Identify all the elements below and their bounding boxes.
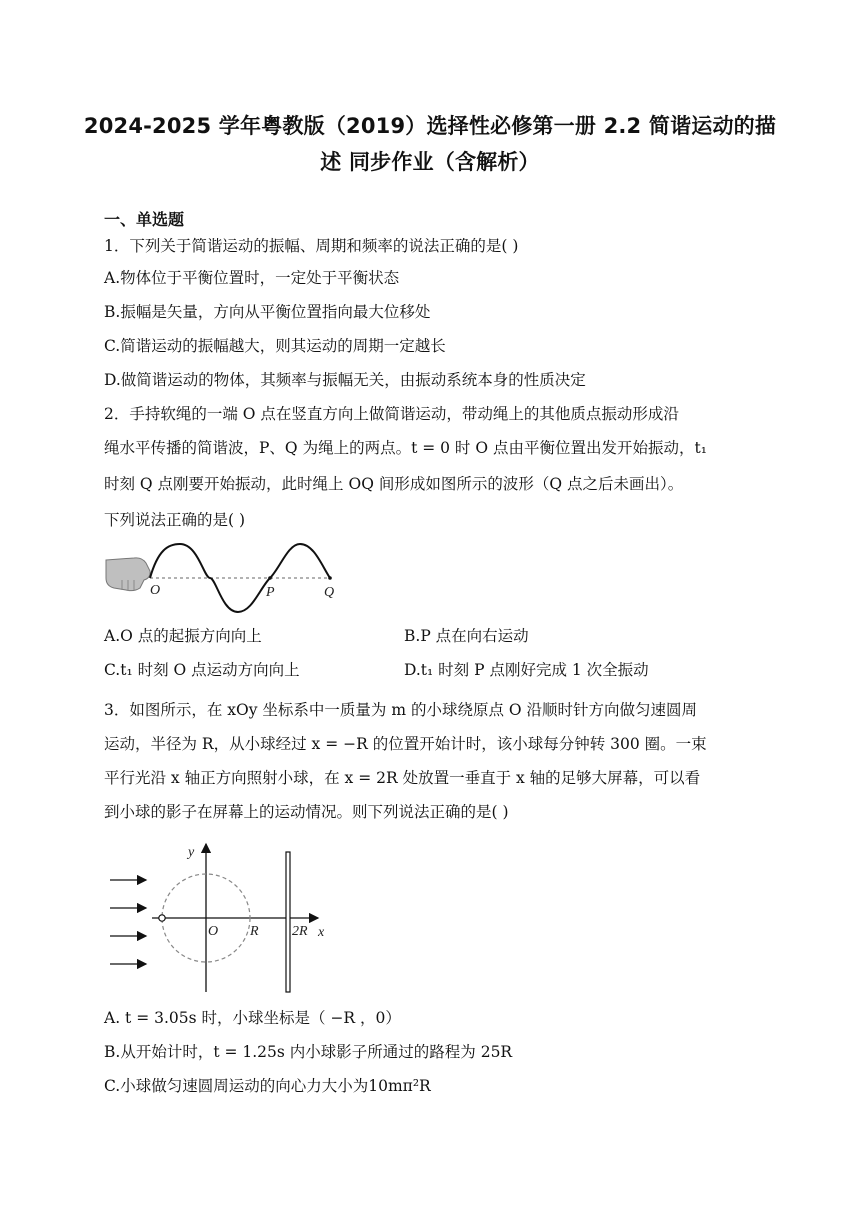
q3-option-b: B.从开始计时，t = 1.25s 内小球影子所通过的路程为 25R: [104, 1043, 513, 1061]
circle-shadow-figure: [104, 838, 344, 998]
q2-option-c: C.t₁ 时刻 O 点运动方向向上: [104, 661, 300, 679]
wave-figure: [104, 538, 344, 618]
q3-stem-line-4: 到小球的影子在屏幕上的运动情况。则下列说法正确的是( ): [104, 803, 509, 821]
q3-stem-line-3: 平行光沿 x 轴正方向照射小球，在 x = 2R 处放置一垂直于 x 轴的足够大屏幕，可以看: [104, 769, 701, 787]
q2-stem-line-2: 绳水平传播的简谐波，P、Q 为绳上的两点。t = 0 时 O 点由平衡位置出发开始振动，t₁: [104, 439, 707, 457]
label-o: O: [208, 924, 219, 939]
label-x: x: [318, 925, 325, 940]
hand-icon: [106, 558, 150, 591]
label-q: Q: [324, 585, 335, 600]
q2-stem-line-4: 下列说法正确的是( ): [104, 511, 246, 529]
point-q-marker: [328, 576, 332, 580]
q1-option-c: C.简谐运动的振幅越大，则其运动的周期一定越长: [104, 337, 446, 355]
label-r: R: [250, 924, 259, 939]
screen-bar: [286, 852, 290, 992]
section-heading: 一、单选题: [104, 210, 185, 229]
q2-option-b: B.P 点在向右运动: [404, 627, 529, 645]
q2-option-d: D.t₁ 时刻 P 点刚好完成 1 次全振动: [404, 661, 649, 679]
q2-stem-line-3: 时刻 Q 点刚要开始振动，此时绳上 OQ 间形成如图所示的波形（Q 点之后未画出）。: [104, 475, 684, 493]
document-title-line-2: 述 同步作业（含解析）: [320, 150, 540, 174]
q3-stem-line-2: 运动，半径为 R，从小球经过 x = −R 的位置开始计时，该小球每分钟转 300 圈。一束: [104, 735, 707, 753]
document-title-line-1: 2024-2025 学年粤教版（2019）选择性必修第一册 2.2 简谐运动的描: [83, 114, 777, 138]
q1-option-b: B.振幅是矢量，方向从平衡位置指向最大位移处: [104, 303, 431, 321]
label-o: O: [150, 583, 161, 598]
q3-option-a: A. t = 3.05s 时，小球坐标是（ −R ，0）: [104, 1009, 401, 1027]
q2-option-a: A.O 点的起振方向向上: [104, 627, 262, 645]
label-y: y: [188, 845, 195, 860]
ball-marker: [159, 915, 165, 921]
q3-stem-line-1: 3．如图所示，在 xOy 坐标系中一质量为 m 的小球绕原点 O 沿顺时针方向做匀速圆周: [104, 701, 698, 719]
q3-option-c: C.小球做匀速圆周运动的向心力大小为10mπ²R: [104, 1077, 431, 1095]
q1-option-d: D.做简谐运动的物体，其频率与振幅无关，由振动系统本身的性质决定: [104, 371, 586, 389]
label-2r: 2R: [292, 924, 308, 939]
q1-option-a: A.物体位于平衡位置时，一定处于平衡状态: [104, 269, 400, 287]
point-p-marker: [268, 576, 272, 580]
q2-stem-line-1: 2．手持软绳的一端 O 点在竖直方向上做简谐运动，带动绳上的其他质点振动形成沿: [104, 405, 679, 423]
label-p: P: [266, 585, 275, 600]
q1-stem: 1．下列关于简谐运动的振幅、周期和频率的说法正确的是( ): [104, 237, 519, 255]
